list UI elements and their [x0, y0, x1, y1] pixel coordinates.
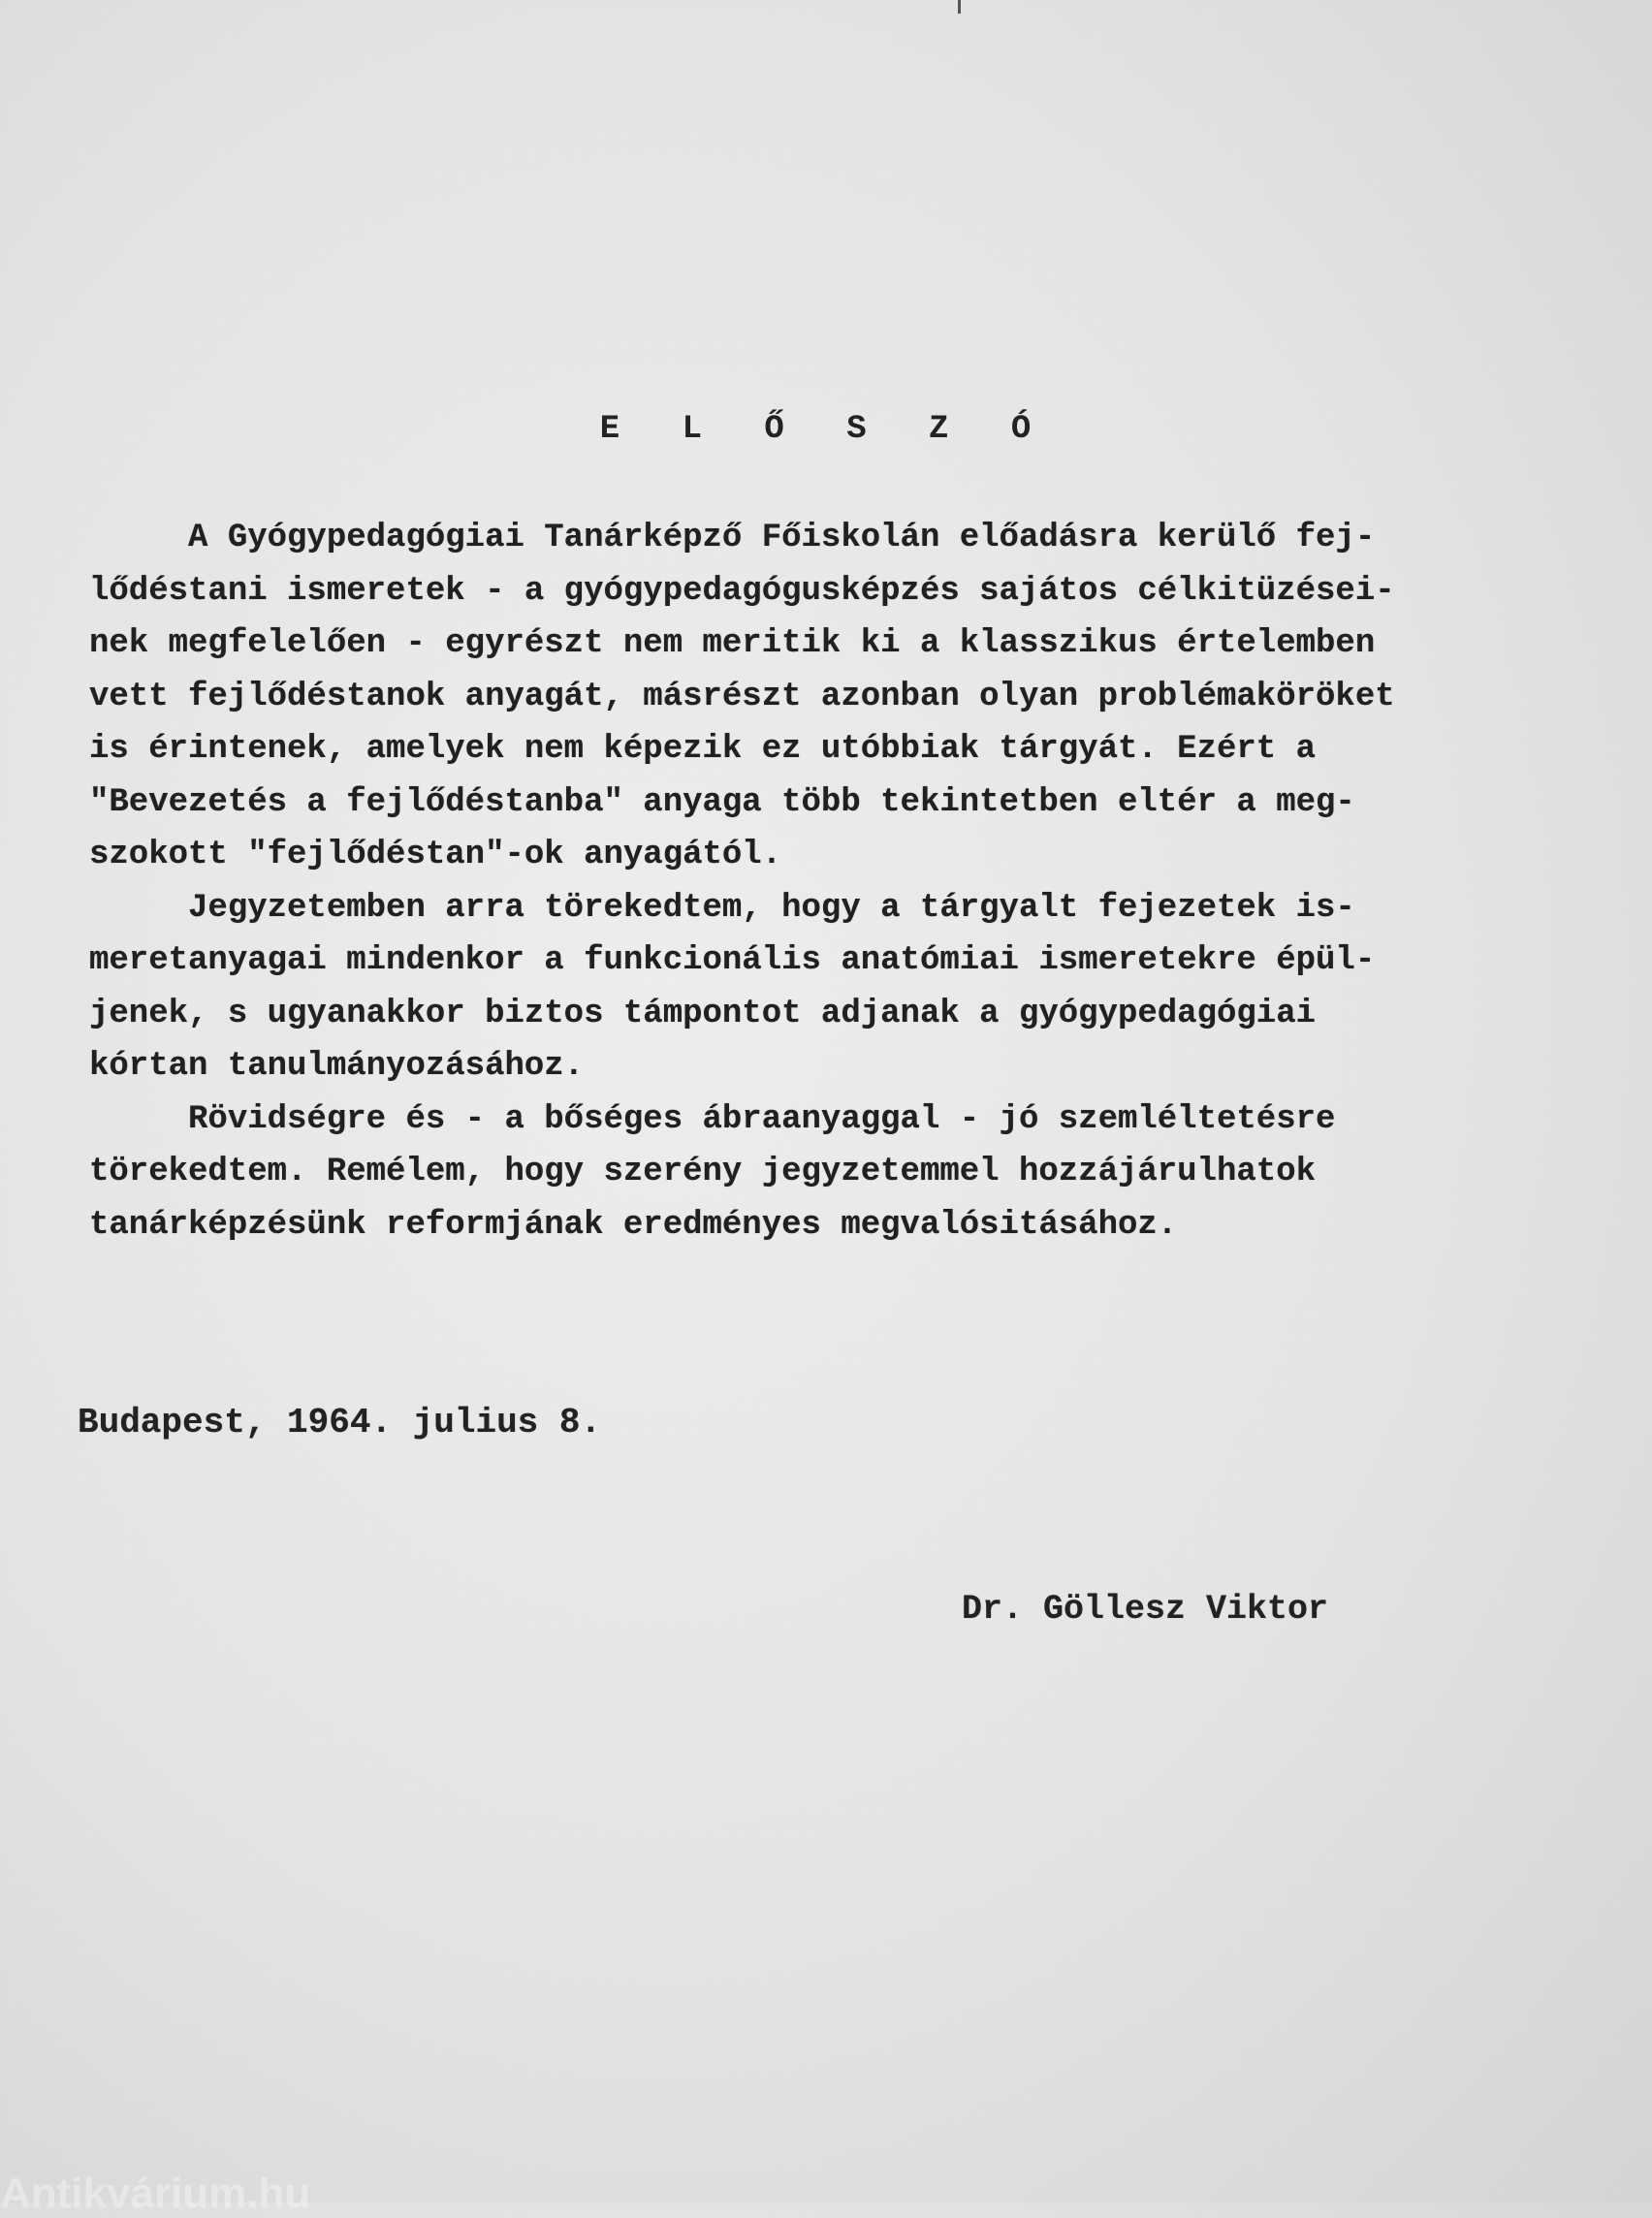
paragraph-1	[89, 512, 1602, 882]
text-line: "Bevezetés a fejlődéstanba" anyaga több tekintetben eltér a meg-	[89, 783, 1355, 821]
author-signature: Dr. Göllesz Viktor	[962, 1590, 1329, 1629]
text-line: tanárképzésünk reformjának eredményes megvalósitásához.	[89, 1206, 1178, 1244]
text-line: törekedtem. Remélem, hogy szerény jegyzetemmel hozzájárulhatok	[89, 1154, 1317, 1190]
text-line: kórtan tanulmányozásához.	[89, 1048, 585, 1085]
preface-body	[89, 512, 1602, 1252]
text-line: A Gyógypedagógiai Tanárképző Főiskolán előadásra kerülő fej-	[89, 520, 1376, 556]
text-line: Rövidségre és - a bőséges ábraanyaggal - jó szemléltetésre	[89, 1100, 1336, 1138]
page-edge-mark	[958, 0, 961, 14]
text-line: jenek, s ugyanakkor biztos támpontot adjanak a gyógypedagógiai	[89, 995, 1317, 1032]
text-line: is érintenek, amelyek nem képezik ez utóbbiak tárgyát. Ezért a	[89, 731, 1317, 768]
place-and-date: Budapest, 1964. julius 8.	[78, 1403, 602, 1442]
paragraph-2	[89, 882, 1602, 1093]
text-line: Jegyzetemben arra törekedtem, hogy a tárgyalt fejezetek is-	[89, 889, 1355, 927]
text-line: szokott "fejlődéstan"-ok anyagától.	[89, 837, 782, 873]
text-line: meretanyagai mindenkor a funkcionális anatómiai ismeretekre épül-	[89, 942, 1376, 979]
watermark: Antikvárium.hu	[0, 2170, 311, 2217]
paragraph-3	[89, 1093, 1602, 1252]
text-line: vett fejlődéstanok anyagát, másrészt azonban olyan problémaköröket	[89, 678, 1395, 715]
page-title: E L Ő S Z Ó	[599, 411, 1053, 448]
text-line: nek megfelelően - egyrészt nem meritik ki a klasszikus értelemben	[89, 625, 1376, 662]
text-line: lődéstani ismeretek - a gyógypedagógusképzés sajátos célkitüzései-	[89, 572, 1395, 610]
